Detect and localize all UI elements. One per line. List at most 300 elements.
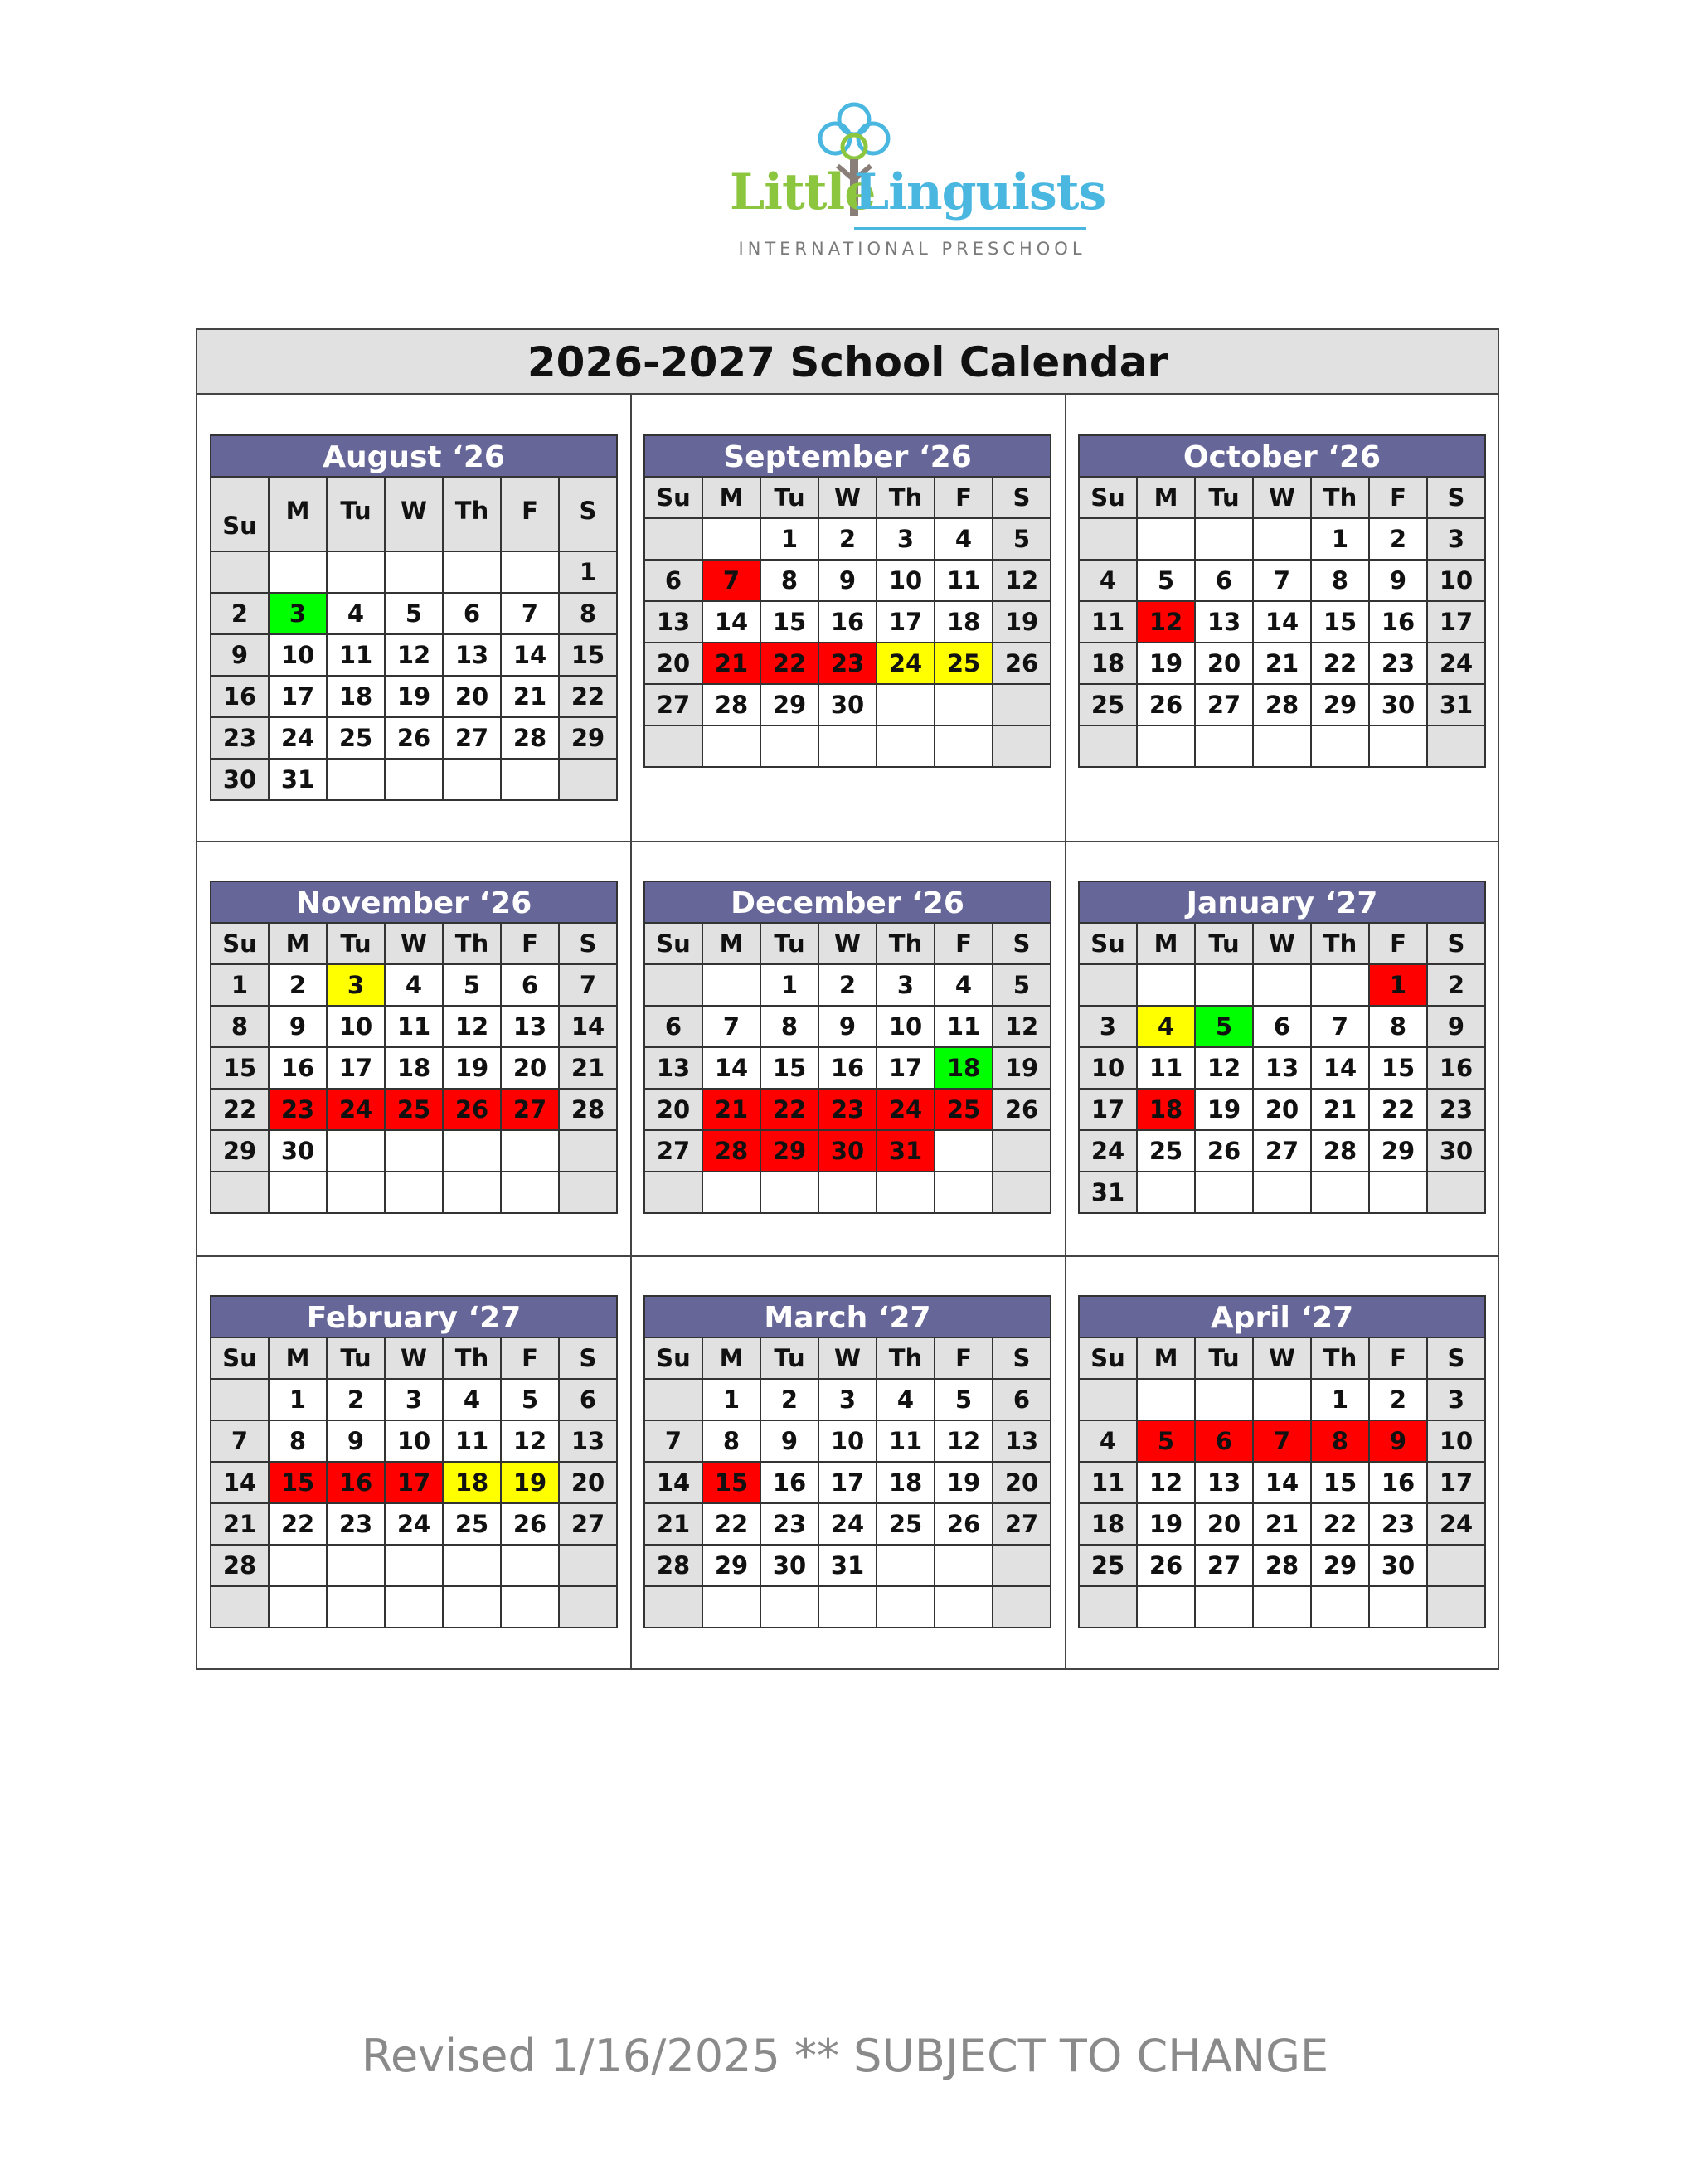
calendar-day: 4 [1138, 1007, 1196, 1048]
empty-day-cell [761, 1587, 819, 1628]
day-of-week-header: Su [1080, 478, 1138, 519]
calendar-day: 12 [444, 1007, 502, 1048]
empty-day-cell [328, 1172, 386, 1214]
calendar-day: 27 [993, 1504, 1051, 1546]
calendar-day: 13 [645, 602, 703, 643]
calendar-day: 26 [444, 1090, 502, 1131]
month-calendar [210, 434, 618, 801]
calendar-day: 12 [993, 561, 1051, 602]
empty-day-cell [211, 1587, 270, 1628]
day-grid [1078, 478, 1486, 768]
calendar-day: 13 [444, 635, 502, 677]
calendar-day: 1 [1312, 1380, 1370, 1421]
calendar-day: 19 [502, 1463, 560, 1504]
calendar-day: 2 [819, 965, 877, 1007]
calendar-day: 3 [270, 594, 328, 635]
empty-day-cell [993, 1587, 1051, 1628]
calendar-day: 6 [1196, 561, 1254, 602]
calendar-day: 29 [1370, 1131, 1428, 1172]
day-of-week-header: W [1254, 924, 1312, 965]
empty-day-cell [1080, 1380, 1138, 1421]
month-calendar [1078, 881, 1486, 1214]
empty-day-cell [1428, 1587, 1486, 1628]
calendar-day: 1 [560, 552, 618, 594]
column-divider [630, 395, 632, 1668]
calendar-day: 6 [1196, 1421, 1254, 1463]
day-of-week-header: F [1370, 924, 1428, 965]
calendar-day: 24 [877, 643, 935, 685]
calendar-day: 7 [560, 965, 618, 1007]
calendar-day: 5 [444, 965, 502, 1007]
calendar-day: 25 [935, 1090, 993, 1131]
empty-day-cell [270, 552, 328, 594]
calendar-day: 11 [328, 635, 386, 677]
calendar-day: 28 [703, 1131, 761, 1172]
calendar-day: 7 [703, 561, 761, 602]
day-of-week-header: W [819, 478, 877, 519]
day-of-week-header: Tu [761, 1338, 819, 1380]
calendar-day: 14 [560, 1007, 618, 1048]
day-of-week-header: S [1428, 478, 1486, 519]
calendar-day: 24 [819, 1504, 877, 1546]
month-calendar [1078, 1295, 1486, 1628]
calendar-day: 20 [1254, 1090, 1312, 1131]
calendar-day: 11 [935, 561, 993, 602]
calendar-day: 30 [819, 1131, 877, 1172]
calendar-day: 3 [1428, 519, 1486, 561]
calendar-day: 20 [645, 643, 703, 685]
logo-word-little: Little [730, 163, 876, 221]
empty-day-cell [1138, 1587, 1196, 1628]
empty-day-cell [328, 1587, 386, 1628]
calendar-day: 15 [560, 635, 618, 677]
empty-day-cell [1370, 1172, 1428, 1214]
calendar-day: 3 [877, 519, 935, 561]
calendar-day: 26 [1138, 685, 1196, 726]
day-grid [210, 924, 618, 1214]
calendar-day: 6 [502, 965, 560, 1007]
empty-day-cell [444, 760, 502, 801]
calendar-day: 2 [819, 519, 877, 561]
calendar-day: 17 [1428, 602, 1486, 643]
calendar-day: 21 [1254, 643, 1312, 685]
column-divider [1065, 395, 1066, 1668]
calendar-day: 23 [270, 1090, 328, 1131]
calendar-day: 29 [761, 1131, 819, 1172]
empty-day-cell [877, 1587, 935, 1628]
calendar-day: 5 [1196, 1007, 1254, 1048]
calendar-day: 16 [1428, 1048, 1486, 1090]
day-of-week-header: Th [444, 478, 502, 552]
day-of-week-header: F [1370, 478, 1428, 519]
calendar-day: 25 [444, 1504, 502, 1546]
day-of-week-header: F [935, 478, 993, 519]
day-grid [210, 478, 618, 801]
calendar-day: 24 [1428, 643, 1486, 685]
empty-day-cell [877, 1172, 935, 1214]
calendar-day: 3 [1428, 1380, 1486, 1421]
empty-day-cell [1254, 1587, 1312, 1628]
empty-day-cell [211, 1380, 270, 1421]
calendar-day: 16 [761, 1463, 819, 1504]
calendar-day: 24 [877, 1090, 935, 1131]
calendar-day: 7 [703, 1007, 761, 1048]
empty-day-cell [1312, 1587, 1370, 1628]
calendar-day: 29 [211, 1131, 270, 1172]
calendar-day: 27 [645, 685, 703, 726]
day-of-week-header: Tu [761, 478, 819, 519]
calendar-day: 8 [211, 1007, 270, 1048]
calendar-day: 21 [1312, 1090, 1370, 1131]
day-of-week-header: S [993, 1338, 1051, 1380]
calendar-day: 22 [703, 1504, 761, 1546]
calendar-day: 26 [993, 1090, 1051, 1131]
calendar-day: 26 [1138, 1546, 1196, 1587]
calendar-day: 6 [1254, 1007, 1312, 1048]
calendar-day: 22 [1370, 1090, 1428, 1131]
calendar-day: 5 [993, 519, 1051, 561]
calendar-day: 29 [1312, 685, 1370, 726]
calendar-day: 10 [1080, 1048, 1138, 1090]
empty-day-cell [1138, 726, 1196, 768]
calendar-day: 7 [1312, 1007, 1370, 1048]
calendar-day: 12 [993, 1007, 1051, 1048]
day-of-week-header: Th [877, 478, 935, 519]
calendar-day: 14 [502, 635, 560, 677]
empty-day-cell [502, 1172, 560, 1214]
calendar-day: 24 [386, 1504, 444, 1546]
month-title: December ‘26 [643, 881, 1051, 924]
calendar-day: 8 [560, 594, 618, 635]
calendar-day: 21 [645, 1504, 703, 1546]
calendar-day: 12 [1138, 1463, 1196, 1504]
calendar-day: 19 [993, 602, 1051, 643]
calendar-day: 10 [270, 635, 328, 677]
calendar-day: 25 [1080, 1546, 1138, 1587]
calendar-day: 21 [703, 1090, 761, 1131]
calendar-day: 13 [645, 1048, 703, 1090]
day-of-week-header: S [993, 924, 1051, 965]
calendar-day: 5 [1138, 1421, 1196, 1463]
calendar-day: 10 [819, 1421, 877, 1463]
calendar-day: 18 [1138, 1090, 1196, 1131]
empty-day-cell [560, 1131, 618, 1172]
calendar-day: 31 [1080, 1172, 1138, 1214]
calendar-day: 1 [1370, 965, 1428, 1007]
day-of-week-header: M [270, 1338, 328, 1380]
calendar-day: 12 [386, 635, 444, 677]
calendar-day: 20 [444, 677, 502, 718]
calendar-day: 11 [1138, 1048, 1196, 1090]
calendar-day: 9 [328, 1421, 386, 1463]
empty-day-cell [1312, 965, 1370, 1007]
month-calendar [643, 1295, 1051, 1628]
calendar-day: 13 [993, 1421, 1051, 1463]
calendar-day: 18 [1080, 643, 1138, 685]
day-of-week-header: Th [444, 1338, 502, 1380]
calendar-day: 18 [877, 1463, 935, 1504]
day-of-week-header: W [386, 478, 444, 552]
month-calendar [210, 1295, 618, 1628]
calendar-day: 22 [761, 643, 819, 685]
calendar-day: 31 [1428, 685, 1486, 726]
calendar-day: 23 [211, 718, 270, 760]
calendar-day: 11 [444, 1421, 502, 1463]
empty-day-cell [560, 760, 618, 801]
day-of-week-header: Su [211, 478, 270, 552]
calendar-day: 20 [1196, 643, 1254, 685]
empty-day-cell [935, 726, 993, 768]
calendar-day: 15 [761, 1048, 819, 1090]
calendar-day: 2 [270, 965, 328, 1007]
calendar-day: 16 [1370, 602, 1428, 643]
calendar-day: 1 [270, 1380, 328, 1421]
calendar-day: 10 [386, 1421, 444, 1463]
empty-day-cell [1196, 519, 1254, 561]
calendar-day: 21 [703, 643, 761, 685]
calendar-day: 14 [211, 1463, 270, 1504]
day-of-week-header: Th [1312, 924, 1370, 965]
calendar-day: 10 [1428, 1421, 1486, 1463]
calendar-day: 20 [1196, 1504, 1254, 1546]
empty-day-cell [386, 1587, 444, 1628]
calendar-day: 15 [1370, 1048, 1428, 1090]
calendar-day: 5 [935, 1380, 993, 1421]
calendar-day: 11 [935, 1007, 993, 1048]
calendar-day: 26 [935, 1504, 993, 1546]
calendar-day: 16 [819, 602, 877, 643]
calendar-day: 2 [1370, 519, 1428, 561]
calendar-day: 14 [1312, 1048, 1370, 1090]
calendar-day: 26 [1196, 1131, 1254, 1172]
calendar-day: 25 [935, 643, 993, 685]
calendar-day: 24 [328, 1090, 386, 1131]
day-of-week-header: W [1254, 1338, 1312, 1380]
calendar-day: 22 [1312, 1504, 1370, 1546]
empty-day-cell [328, 760, 386, 801]
calendar-day: 21 [560, 1048, 618, 1090]
empty-day-cell [935, 1546, 993, 1587]
calendar-day: 1 [1312, 519, 1370, 561]
calendar-day: 4 [444, 1380, 502, 1421]
calendar-day: 9 [1370, 561, 1428, 602]
day-grid [1078, 1338, 1486, 1628]
calendar-day: 23 [819, 643, 877, 685]
calendar-day: 11 [877, 1421, 935, 1463]
empty-day-cell [502, 1587, 560, 1628]
calendar-day: 5 [1138, 561, 1196, 602]
calendar-day: 7 [502, 594, 560, 635]
empty-day-cell [270, 1546, 328, 1587]
calendar-day: 10 [877, 1007, 935, 1048]
day-of-week-header: F [935, 1338, 993, 1380]
calendar-day: 24 [270, 718, 328, 760]
empty-day-cell [502, 1546, 560, 1587]
calendar-day: 3 [328, 965, 386, 1007]
calendar-day: 10 [1428, 561, 1486, 602]
day-of-week-header: F [935, 924, 993, 965]
calendar-day: 5 [993, 965, 1051, 1007]
empty-day-cell [444, 1546, 502, 1587]
day-of-week-header: Tu [328, 924, 386, 965]
calendar-day: 11 [386, 1007, 444, 1048]
empty-day-cell [328, 552, 386, 594]
calendar-day: 4 [386, 965, 444, 1007]
empty-day-cell [1138, 519, 1196, 561]
empty-day-cell [703, 726, 761, 768]
day-of-week-header: Tu [1196, 1338, 1254, 1380]
calendar-day: 19 [1138, 1504, 1196, 1546]
calendar-day: 15 [703, 1463, 761, 1504]
calendar-day: 8 [761, 1007, 819, 1048]
empty-day-cell [1370, 1587, 1428, 1628]
calendar-day: 5 [386, 594, 444, 635]
calendar-day: 28 [1254, 1546, 1312, 1587]
day-of-week-header: S [560, 478, 618, 552]
calendar-day: 30 [1370, 1546, 1428, 1587]
empty-day-cell [935, 1587, 993, 1628]
calendar-day: 2 [211, 594, 270, 635]
calendar-day: 10 [328, 1007, 386, 1048]
calendar-day: 6 [645, 561, 703, 602]
calendar-day: 19 [386, 677, 444, 718]
month-title: January ‘27 [1078, 881, 1486, 924]
month-calendar [210, 881, 618, 1214]
empty-day-cell [703, 965, 761, 1007]
calendar-day: 14 [1254, 1463, 1312, 1504]
calendar-day: 1 [761, 965, 819, 1007]
calendar-day: 29 [703, 1546, 761, 1587]
day-of-week-header: F [1370, 1338, 1428, 1380]
empty-day-cell [444, 1587, 502, 1628]
day-of-week-header: W [819, 924, 877, 965]
calendar-day: 25 [1080, 685, 1138, 726]
empty-day-cell [386, 552, 444, 594]
calendar-day: 4 [935, 965, 993, 1007]
empty-day-cell [645, 1380, 703, 1421]
calendar-day: 30 [270, 1131, 328, 1172]
calendar-day: 19 [1138, 643, 1196, 685]
calendar-day: 6 [560, 1380, 618, 1421]
empty-day-cell [819, 726, 877, 768]
empty-day-cell [1080, 519, 1138, 561]
empty-day-cell [502, 552, 560, 594]
day-grid [643, 924, 1051, 1214]
day-of-week-header: Su [1080, 924, 1138, 965]
day-of-week-header: M [1138, 478, 1196, 519]
day-of-week-header: S [993, 478, 1051, 519]
day-of-week-header: W [386, 924, 444, 965]
calendar-day: 19 [935, 1463, 993, 1504]
calendar-day: 8 [1370, 1007, 1428, 1048]
calendar-day: 17 [270, 677, 328, 718]
empty-day-cell [444, 1172, 502, 1214]
calendar-day: 3 [877, 965, 935, 1007]
empty-day-cell [560, 1587, 618, 1628]
calendar-day: 26 [386, 718, 444, 760]
calendar-day: 9 [270, 1007, 328, 1048]
empty-day-cell [1138, 965, 1196, 1007]
calendar-day: 25 [328, 718, 386, 760]
calendar-day: 23 [819, 1090, 877, 1131]
empty-day-cell [211, 552, 270, 594]
calendar-day: 9 [819, 1007, 877, 1048]
calendar-day: 14 [645, 1463, 703, 1504]
calendar-day: 28 [211, 1546, 270, 1587]
month-title: November ‘26 [210, 881, 618, 924]
empty-day-cell [935, 1172, 993, 1214]
calendar-day: 27 [645, 1131, 703, 1172]
calendar-day: 23 [1428, 1090, 1486, 1131]
day-of-week-header: Th [1312, 478, 1370, 519]
day-of-week-header: Tu [761, 924, 819, 965]
school-logo [730, 101, 1106, 259]
calendar-day: 19 [444, 1048, 502, 1090]
calendar-day: 16 [328, 1463, 386, 1504]
day-of-week-header: W [1254, 478, 1312, 519]
empty-day-cell [1196, 726, 1254, 768]
calendar-day: 12 [1138, 602, 1196, 643]
calendar-day: 18 [935, 602, 993, 643]
calendar-day: 22 [761, 1090, 819, 1131]
calendar-day: 4 [1080, 561, 1138, 602]
calendar-day: 8 [270, 1421, 328, 1463]
calendar-day: 3 [386, 1380, 444, 1421]
calendar-day: 20 [502, 1048, 560, 1090]
empty-day-cell [1138, 1172, 1196, 1214]
day-of-week-header: S [1428, 1338, 1486, 1380]
calendar-day: 13 [560, 1421, 618, 1463]
calendar-day: 31 [270, 760, 328, 801]
calendar-day: 12 [1196, 1048, 1254, 1090]
calendar-day: 1 [211, 965, 270, 1007]
logo-underline [854, 227, 1086, 230]
calendar-day: 8 [1312, 561, 1370, 602]
empty-day-cell [993, 1172, 1051, 1214]
calendar-day: 14 [1254, 602, 1312, 643]
empty-day-cell [819, 1587, 877, 1628]
calendar-day: 18 [935, 1048, 993, 1090]
calendar-day: 25 [877, 1504, 935, 1546]
calendar-day: 16 [211, 677, 270, 718]
calendar-day: 1 [703, 1380, 761, 1421]
calendar-day: 2 [1370, 1380, 1428, 1421]
calendar-day: 30 [761, 1546, 819, 1587]
calendar-day: 28 [560, 1090, 618, 1131]
calendar-day: 14 [703, 1048, 761, 1090]
calendar-day: 13 [502, 1007, 560, 1048]
empty-day-cell [211, 1172, 270, 1214]
day-of-week-header: Tu [328, 1338, 386, 1380]
calendar-day: 7 [211, 1421, 270, 1463]
logo-word-linguists: Linguists [854, 163, 1106, 221]
calendar-day: 27 [444, 718, 502, 760]
month-calendar [643, 434, 1051, 768]
empty-day-cell [1254, 1172, 1312, 1214]
logo-subtitle: INTERNATIONAL PRESCHOOL [738, 239, 1086, 259]
day-of-week-header: F [502, 1338, 560, 1380]
calendar-day: 19 [1196, 1090, 1254, 1131]
calendar-day: 9 [1428, 1007, 1486, 1048]
calendar-day: 28 [645, 1546, 703, 1587]
empty-day-cell [1428, 1546, 1486, 1587]
day-grid [643, 478, 1051, 768]
empty-day-cell [819, 1172, 877, 1214]
day-of-week-header: S [560, 1338, 618, 1380]
day-of-week-header: Tu [1196, 478, 1254, 519]
day-of-week-header: W [386, 1338, 444, 1380]
row-divider [197, 841, 1498, 842]
